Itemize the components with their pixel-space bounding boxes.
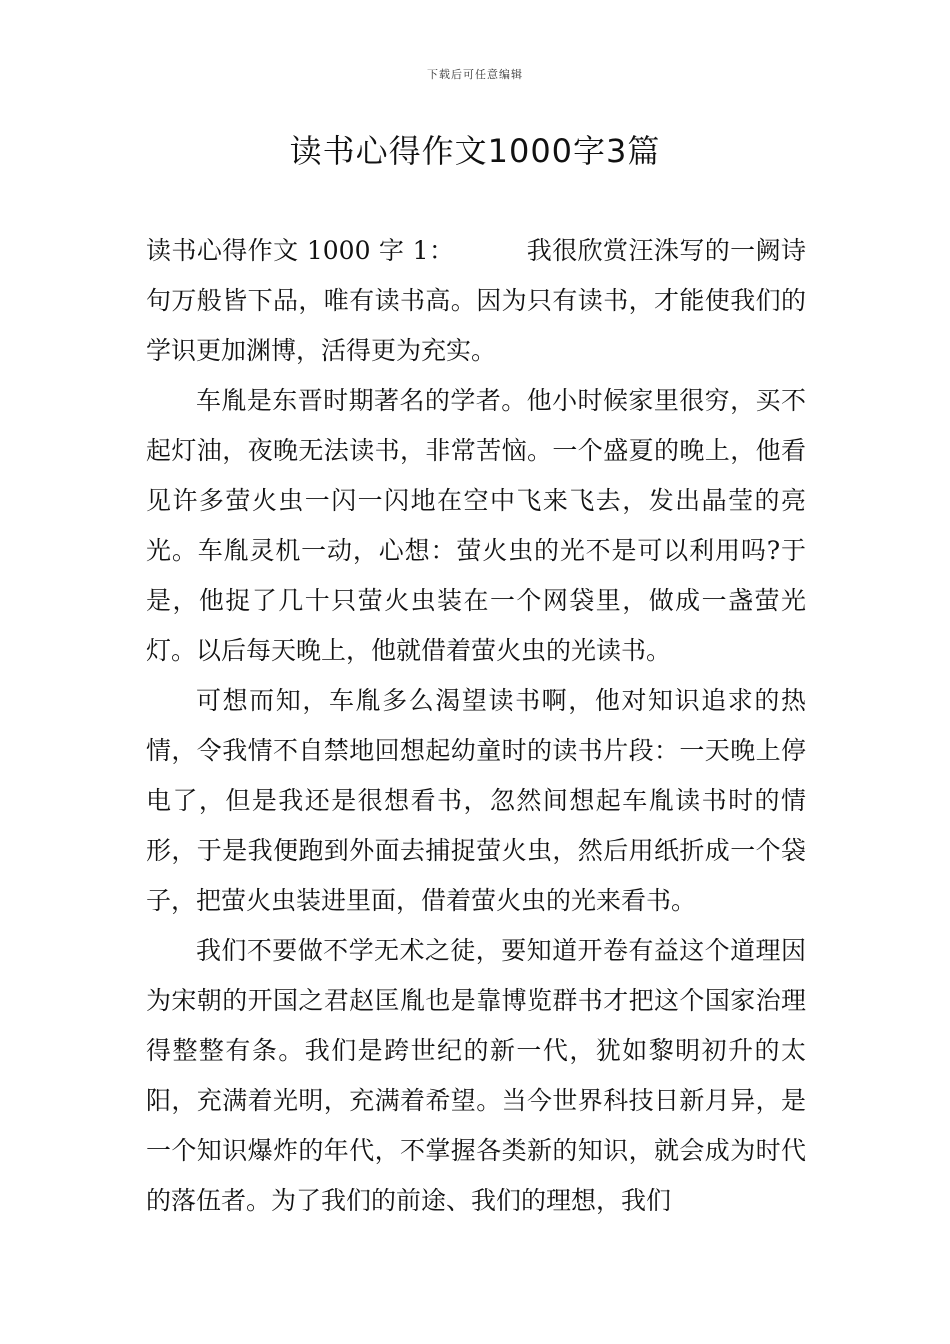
document-title: 读书心得作文1000字3篇 — [289, 132, 661, 170]
intro-label: 读书心得作文 1000 字 1： — [146, 236, 455, 265]
body-paragraph: 车胤是东晋时期著名的学者。他小时候家里很穷，买不起灯油，夜晚无法读书，非常苦恼。一个盛夏的晚上，他看见许多萤火虫一闪一闪地在空中飞来飞去，发出晶莹的亮光。车胤灵机一动，心想：萤火虫的光不是可以利用吗?于是，他捉了几十只萤火虫装在一个网袋里，做成一盏萤光灯。以后每天晚上，他就借着萤火虫的光读书。 — [146, 386, 806, 665]
intro-text: 我很欣赏汪洙写的一阙诗句万般皆下品，唯有读书高。因为只有读书，才能使我们的学识更加渊博，活得更为充实。 — [146, 236, 806, 365]
document-body — [146, 226, 806, 1226]
body-paragraph: 我们不要做不学无术之徒，要知道开卷有益这个道理因为宋朝的开国之君赵匡胤也是靠博览群书才把这个国家治理得整整有条。我们是跨世纪的新一代，犹如黎明初升的太阳，充满着光明，充满着希望。当今世界科技日新月异，是一个知识爆炸的年代，不掌握各类新的知识，就会成为时代的落伍者。为了我们的前途、我们的理想，我们 — [146, 936, 806, 1215]
header-note: 下载后可任意编辑 — [427, 68, 523, 81]
body-paragraph: 可想而知，车胤多么渴望读书啊，他对知识追求的热情，令我情不自禁地回想起幼童时的读书片段：一天晚上停电了，但是我还是很想看书，忽然间想起车胤读书时的情形，于是我便跑到外面去捕捉萤火虫，然后用纸折成一个袋子，把萤火虫装进里面，借着萤火虫的光来看书。 — [146, 686, 806, 915]
intro-paragraph — [146, 226, 806, 376]
